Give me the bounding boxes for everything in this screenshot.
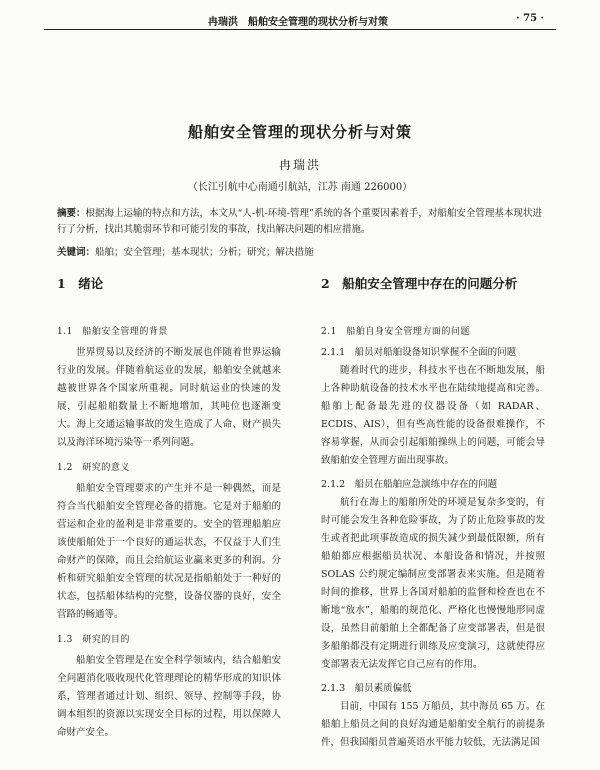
- keywords: [57, 244, 545, 258]
- section-heading: 1 绪论: [57, 276, 104, 291]
- keywords-text: 船舶；安全管理；基本现状；分析；研究；解决措施: [95, 247, 314, 258]
- abstract-label: 摘要：: [57, 208, 86, 219]
- left-column: [57, 268, 281, 748]
- abstract: [57, 206, 545, 238]
- running-title: 冉瑞洪 船舶安全管理的现状分析与对策: [208, 17, 388, 28]
- author: 冉瑞洪: [278, 158, 321, 172]
- subsubsection-heading: 2.1.2 船员在船舶应急演练中存在的问题: [321, 479, 498, 490]
- paragraph: 船舶安全管理要求的产生并不是一种偶然，而是符合当代船舶安全管理必备的措施。它是对于船舶的营运和企业的盈利是非常重要的。安全的管理船舶应该使船舶处于一个良好的通运状态，不仅益于人们生命财产的保障，而且会给航运业赢来更多的利润。分析和研究船舶安全管理的状况是指船舶处于一种好的状态，包括船体结构的完整，设备仪器的良好，安全营路的畅通等。: [57, 483, 281, 620]
- affiliation: （长江引航中心南通引航站，江苏 南通 226000）: [187, 182, 413, 193]
- subsection-heading: 2.1 船舶自身安全管理方面的问题: [321, 327, 470, 337]
- subsection-heading: 1.3 研究的目的: [57, 635, 130, 645]
- paragraph: 航行在海上的船舶所处的环境是复杂多变的，有时可能会发生各种危险事故，为了防止危险事故的发生或者把此项事故造成的损失减少到最低限额，所有船舶都应根据船员状况、本船设备和情况，并按照 SOLAS 公约规定编制应变部署表来实施。但是随着时间的推移，世界上各国对船舶的监督和检查也在不断地“放水”，船舶的规范化、严格化也慢慢地形同虚设，虽然目前船舶上全都配备了应变部署表，但是很多船舶都没有定期进行训练及应变演习，这就使得应变部署表无法发挥它自己应有的作用。: [321, 497, 545, 670]
- paragraph: 世界贸易以及经济的不断发展也伴随着世界运输行业的发展。伴随着航运业的发展，船舶安全就越来越被世界各个国家所重视。同时航运业的快速的发展，引起船舶数量上不断地增加，其吨位也逐渐变大。海上交通运输事故的发生造成了人命、财产损失以及海洋环境污染等一系列问题。: [57, 347, 281, 448]
- running-header: [44, 11, 556, 30]
- subsection-heading: 1.2 研究的意义: [57, 463, 130, 473]
- abstract-text: 根据海上运输的特点和方法，本文从“人-机-环境-管理”系统的各个重要因素着手，对船舶安全管理基本现状进行了分析，找出其脆弱环节和可能引发的事故，找出解决问题的相应措施。: [57, 208, 542, 235]
- section-heading: 2 船舶安全管理中存在的问题分析: [321, 276, 518, 291]
- subsubsection-heading: 2.1.3 船员素质偏低: [321, 683, 412, 694]
- article-title: 船舶安全管理的现状分析与对策: [187, 123, 412, 141]
- paragraph: 船舶安全管理是在安全科学领域内，结合船舶安全问题消化吸收现代化管理理论的精华形成的知识体系，管理者通过计划、组织、领导、控制等手段，协调本组织的资源以实现安全目标的过程，用以保障人命财产安全。: [57, 655, 281, 738]
- keywords-label: 关键词：: [57, 247, 96, 258]
- subsection-heading: 1.1 船舶安全管理的背景: [57, 327, 168, 337]
- page-number: · 75 ·: [516, 13, 544, 24]
- subsubsection-heading: 2.1.1 船员对船舶设备知识掌握不全面的问题: [321, 347, 517, 358]
- paragraph: 随着时代的进步，科技水平也在不断地发展，船上各种助航设备的技术水平也在陆续地提高和完善。船舶上配备最先进的仪器设备（如 RADAR、ECDIS、AIS），但有些高性能的设备很难操作，不容易掌握，从而会引起船舶操纵上的问题，可能会导致船舶安全管理方面出现事故。: [321, 365, 545, 466]
- paragraph: 目前，中国有 155 万船员，其中海员 65 万。在船舶上船员之间的良好沟通是船舶安全航行的前提条件，但我国船员普遍英语水平能力较低，无法满足国: [321, 701, 545, 748]
- right-column: [321, 268, 545, 758]
